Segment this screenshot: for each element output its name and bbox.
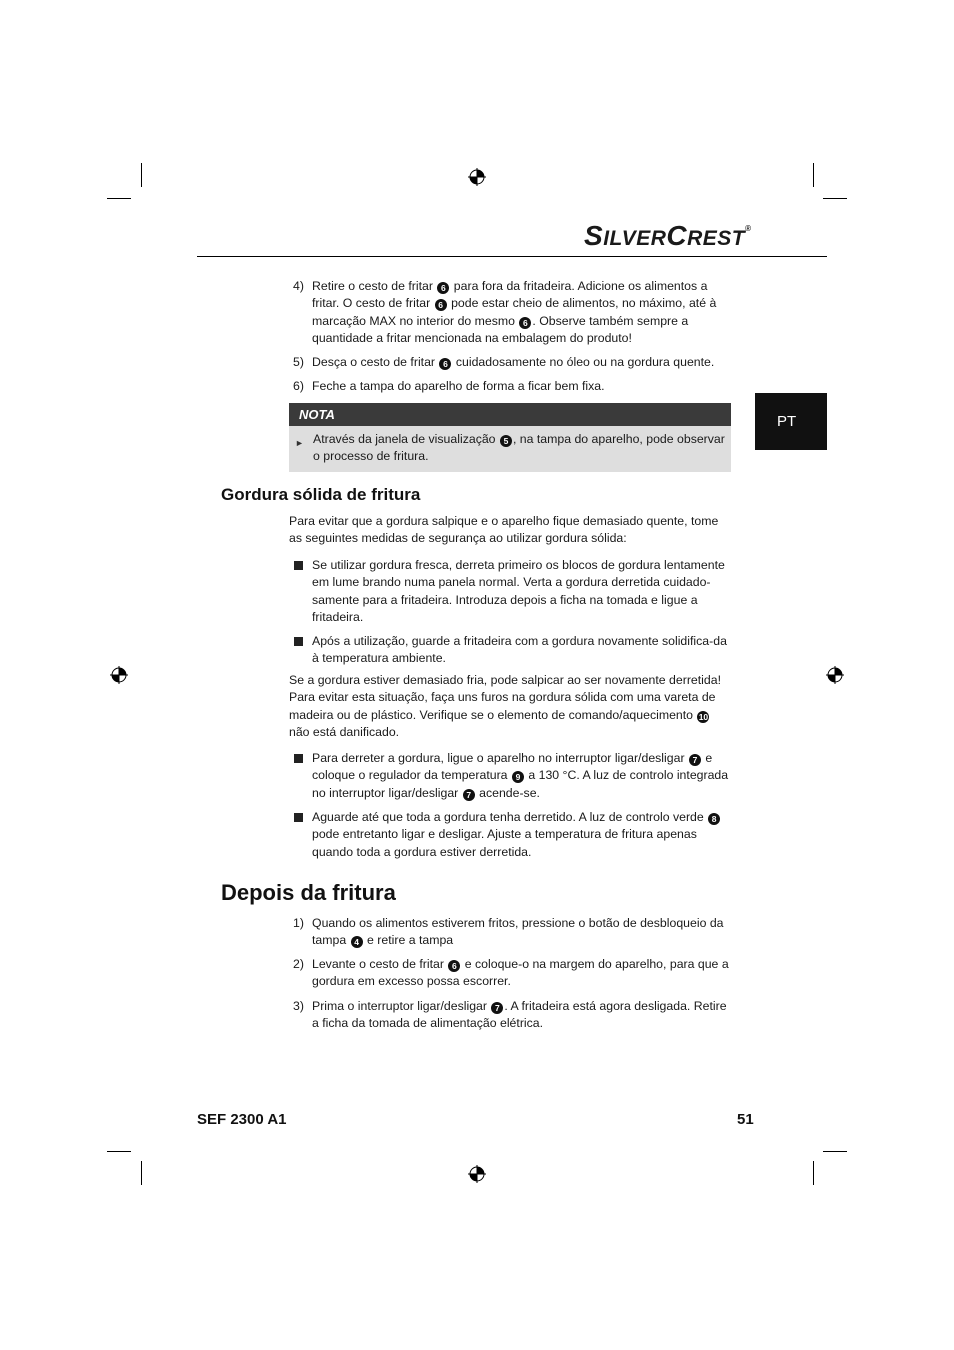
crop-mark <box>107 198 131 199</box>
crop-mark <box>813 1161 814 1185</box>
part-number-badge: 8 <box>708 813 720 825</box>
registration-mark-icon <box>468 1165 486 1183</box>
crop-mark <box>823 1151 847 1152</box>
part-number-badge: 10 <box>698 711 709 722</box>
note-title: NOTA <box>289 403 731 426</box>
bullet-text: Se utilizar gordura fresca, derreta primeiro os blocos de gordura lentamente em lume brando numa panela normal. Verta a gordura derretida cuidado-samente para a fritadeira. Introduza depois a ficha na tomada e ligue a fritadeira. <box>312 558 725 624</box>
paragraph: Se a gordura estiver demasiado fria, pode salpicar ao ser novamente derretida! Para evitar esta situação, faça uns furos na gordura sólida com uma vareta de madeira ou de plástico. Verifique se o elemento de comando/aquecimento 10 não está danificado. <box>289 673 722 739</box>
header-rule <box>197 256 827 257</box>
bullet-square-icon <box>294 754 303 763</box>
part-number-badge: 4 <box>351 936 363 948</box>
brand-logo: SILVERCREST® <box>584 220 752 251</box>
crop-mark <box>141 1161 142 1185</box>
step-1 <box>293 915 733 950</box>
step-number: 5) <box>293 355 304 369</box>
step-number: 4) <box>293 279 304 293</box>
step-text: Feche a tampa do aparelho de forma a ficar bem fixa. <box>312 379 605 393</box>
part-number-badge: 7 <box>491 1002 503 1014</box>
note-text: Através da janela de visualização 5 , na tampa do aparelho, pode observar o processo de fritura. <box>313 432 725 464</box>
part-number-badge: 6 <box>448 960 460 972</box>
step-number: 6) <box>293 379 304 393</box>
step-4 <box>293 278 733 347</box>
bullet-square-icon <box>294 637 303 646</box>
registration-mark-icon <box>110 666 128 684</box>
bullet-text: Após a utilização, guarde a fritadeira com a gordura novamente solidifica-da à temperatura ambiente. <box>312 634 727 666</box>
part-number-badge: 7 <box>689 754 701 766</box>
crop-mark <box>823 198 847 199</box>
language-tab: PT <box>755 393 827 450</box>
part-number-badge: 6 <box>437 282 449 294</box>
step-text: Prima o interruptor ligar/desligar 7 . A fritadeira está agora desligada. Retire a ficha da tomada de alimentação elétrica. <box>312 999 727 1031</box>
part-number-badge: 9 <box>512 771 524 783</box>
bullet-item <box>293 750 733 802</box>
step-text: Retire o cesto de fritar 6 para fora da fritadeira. Adicione os alimentos a fritar. O cesto de fritar 6 pode estar cheio de alimentos, no máximo, até à marcação MAX no interior do mesmo 6 . Observe também sempre a quantidade a fritar mencionada na embalagem do produto! <box>312 279 717 345</box>
step-2 <box>293 956 733 991</box>
bullet-item <box>293 809 733 861</box>
step-3 <box>293 998 733 1033</box>
step-text: Desça o cesto de fritar 6 cuidadosamente no óleo ou na gordura quente. <box>312 355 715 369</box>
bullet-item <box>293 633 733 668</box>
section-heading: Depois da fritura <box>221 880 396 905</box>
part-number-badge: 6 <box>519 317 531 329</box>
step-5 <box>293 354 733 371</box>
crop-mark <box>107 1151 131 1152</box>
registration-mark-icon <box>826 666 844 684</box>
part-number-badge: 5 <box>500 435 512 447</box>
model-number: SEF 2300 A1 <box>197 1111 287 1128</box>
step-text: Quando os alimentos estiverem fritos, pressione o botão de desbloqueio da tampa 4 e retire a tampa <box>312 916 724 948</box>
step-text: Levante o cesto de fritar 6 e coloque-o na margem do aparelho, para que a gordura em excesso possa escorrer. <box>312 957 729 989</box>
part-number-badge: 6 <box>435 299 447 311</box>
section-heading: Gordura sólida de fritura <box>221 485 421 504</box>
registration-mark-icon <box>468 168 486 186</box>
bullet-square-icon <box>294 813 303 822</box>
crop-mark <box>141 163 142 187</box>
bullet-text: Para derreter a gordura, ligue o aparelho no interruptor ligar/desligar 7 e coloque o regulador da temperatura 9 a 130 °C. A luz de controlo integrada no interruptor ligar/desligar 7 acende-se. <box>312 751 729 800</box>
arrow-right-icon: ► <box>295 438 304 448</box>
page-number: 51 <box>737 1111 754 1128</box>
part-number-badge: 7 <box>463 789 475 801</box>
paragraph: Para evitar que a gordura salpique e o aparelho fique demasiado quente, tome as seguintes medidas de segurança ao utilizar gordura sólida: <box>289 514 719 546</box>
note-body <box>289 426 731 472</box>
bullet-square-icon <box>294 561 303 570</box>
step-number: 1) <box>293 916 304 930</box>
crop-mark <box>813 163 814 187</box>
step-number: 2) <box>293 957 304 971</box>
step-number: 3) <box>293 999 304 1013</box>
part-number-badge: 6 <box>439 358 451 370</box>
bullet-item <box>293 557 733 626</box>
bullet-text: Aguarde até que toda a gordura tenha derretido. A luz de controlo verde 8 pode entretanto ligar e desligar. Ajuste a temperatura de fritura apenas quando toda a gordura estiver derretida. <box>312 809 733 861</box>
step-6 <box>293 378 733 395</box>
